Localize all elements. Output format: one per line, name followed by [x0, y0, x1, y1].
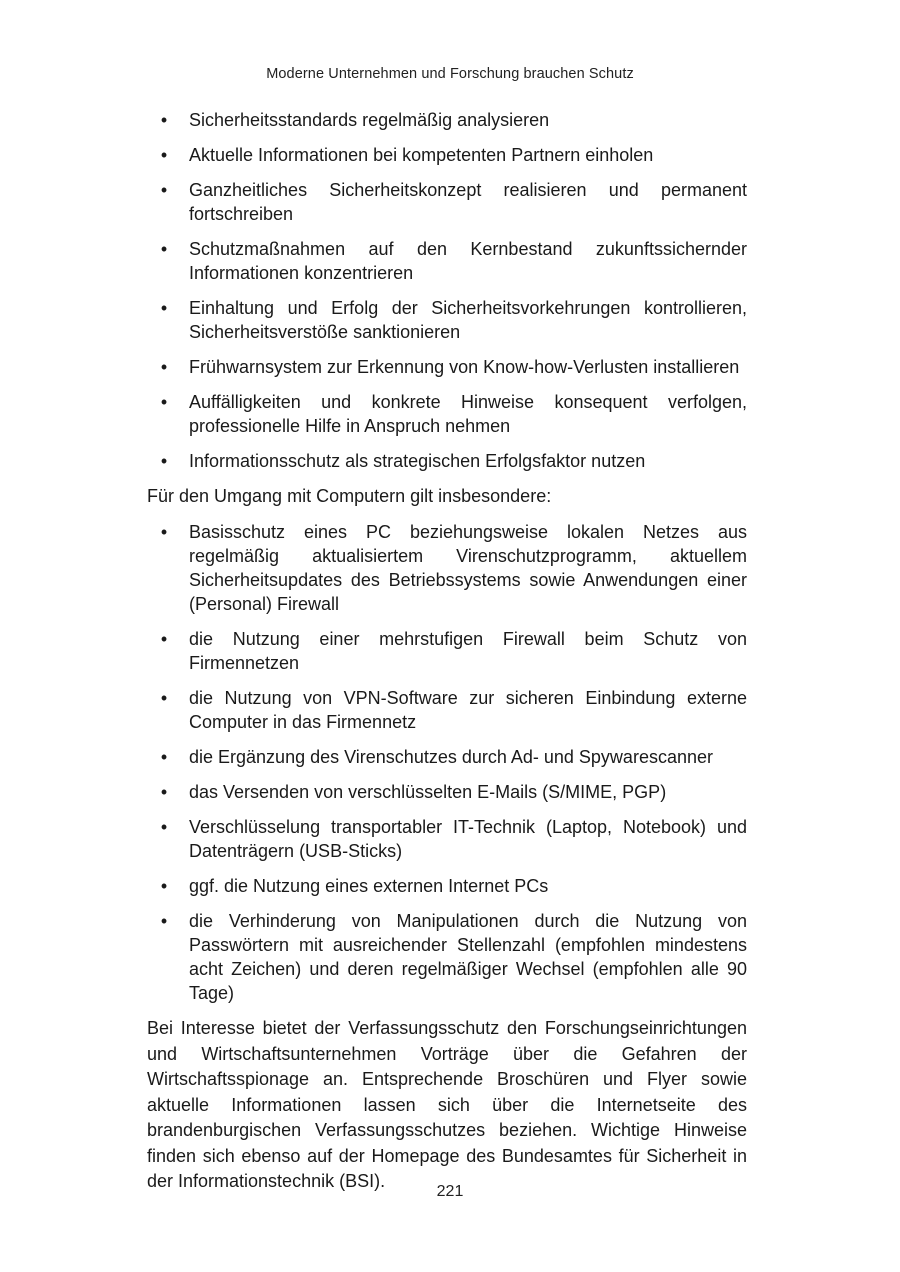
list-item-text: die Verhinderung von Manipulationen durch die Nutzung von Passwörtern mit ausreichender Stellenzahl (empfohlen mindestens acht Zeichen) und deren regelmäßiger Wechsel (empfohlen alle 90 Tage): [189, 911, 747, 1003]
list-item: [147, 143, 747, 167]
list-item-text: Schutzmaßnahmen auf den Kernbestand zukunftssichernder Informationen konzentrieren: [189, 239, 747, 283]
list-item: [147, 909, 747, 1005]
page-content: [147, 108, 747, 1195]
list-item-text: ggf. die Nutzung eines externen Internet PCs: [189, 876, 549, 896]
bullet-icon: •: [160, 911, 168, 931]
list-item-text: Einhaltung und Erfolg der Sicherheitsvorkehrungen kontrollieren, Sicherheitsverstöße sanktionieren: [189, 298, 747, 342]
list-item-text: Informationsschutz als strategischen Erfolgsfaktor nutzen: [189, 451, 646, 471]
bullet-icon: •: [160, 451, 168, 471]
bullet-icon: •: [160, 145, 168, 165]
list-item: [147, 296, 747, 344]
bullet-icon: •: [160, 392, 168, 412]
list-item: [147, 108, 747, 132]
list-item: [147, 745, 747, 769]
list-item-text: Frühwarnsystem zur Erkennung von Know-how-Verlusten installieren: [189, 357, 740, 377]
list-item-text: die Ergänzung des Virenschutzes durch Ad- und Spywarescanner: [189, 747, 713, 767]
bullet-icon: •: [160, 180, 168, 200]
bullet-icon: •: [160, 239, 168, 259]
list-item: [147, 686, 747, 734]
bullet-icon: •: [160, 876, 168, 896]
bullet-icon: •: [160, 817, 168, 837]
running-head: Moderne Unternehmen und Forschung brauchen Schutz: [266, 66, 634, 82]
bullet-icon: •: [160, 629, 168, 649]
bullet-icon: •: [160, 110, 168, 130]
list-item-text: Verschlüsselung transportabler IT-Technik (Laptop, Notebook) und Datenträgern (USB-Sticks): [189, 817, 747, 861]
list-item-text: Ganzheitliches Sicherheitskonzept realisieren und permanent fortschreiben: [189, 180, 747, 224]
bullet-icon: •: [160, 782, 168, 802]
list-item: [147, 520, 747, 616]
bullet-icon: •: [160, 688, 168, 708]
list-item: [147, 780, 747, 804]
list-item: [147, 237, 747, 285]
list-item-text: Aktuelle Informationen bei kompetenten Partnern einholen: [189, 145, 654, 165]
list-item: [147, 449, 747, 473]
measures-list: [147, 108, 747, 473]
list-item-text: die Nutzung von VPN-Software zur sicheren Einbindung externe Computer in das Firmennetz: [189, 688, 747, 732]
list-item: [147, 355, 747, 379]
list-item-text: Sicherheitsstandards regelmäßig analysieren: [189, 110, 550, 130]
list-item: [147, 815, 747, 863]
list-item: [147, 627, 747, 675]
list-item-text: die Nutzung einer mehrstufigen Firewall beim Schutz von Firmennetzen: [189, 629, 747, 673]
list-item: [147, 390, 747, 438]
list-item-text: das Versenden von verschlüsselten E-Mails (S/MIME, PGP): [189, 782, 667, 802]
list-item: [147, 874, 747, 898]
computer-measures-list: [147, 520, 747, 1005]
list-item-text: Basisschutz eines PC beziehungsweise lokalen Netzes aus regelmäßig aktualisiertem Virenschutzprogramm, aktuellem Sicherheitsupdates des Betriebssystems sowie Anwendungen einer (Personal) Firewall: [189, 522, 747, 614]
page-number: 221: [436, 1183, 464, 1200]
computer-intro: Für den Umgang mit Computern gilt insbesondere:: [147, 486, 552, 506]
closing-paragraph: Bei Interesse bietet der Verfassungsschutz den Forschungseinrichtungen und Wirtschaftsunternehmen Vorträge über die Gefahren der Wirtschaftsspionage an. Entsprechende Broschüren und Flyer sowie aktuelle Informationen lassen sich über die Internetseite des brandenburgischen Verfassungsschutzes beziehen. Wichtige Hinweise finden sich ebenso auf der Homepage des Bundesamtes für Sicherheit in der Informationstechnik (BSI).: [147, 1018, 747, 1191]
bullet-icon: •: [160, 747, 168, 767]
list-item: [147, 178, 747, 226]
bullet-icon: •: [160, 522, 168, 542]
bullet-icon: •: [160, 298, 168, 318]
list-item-text: Auffälligkeiten und konkrete Hinweise konsequent verfolgen, professionelle Hilfe in Anspruch nehmen: [189, 392, 747, 436]
bullet-icon: •: [160, 357, 168, 377]
